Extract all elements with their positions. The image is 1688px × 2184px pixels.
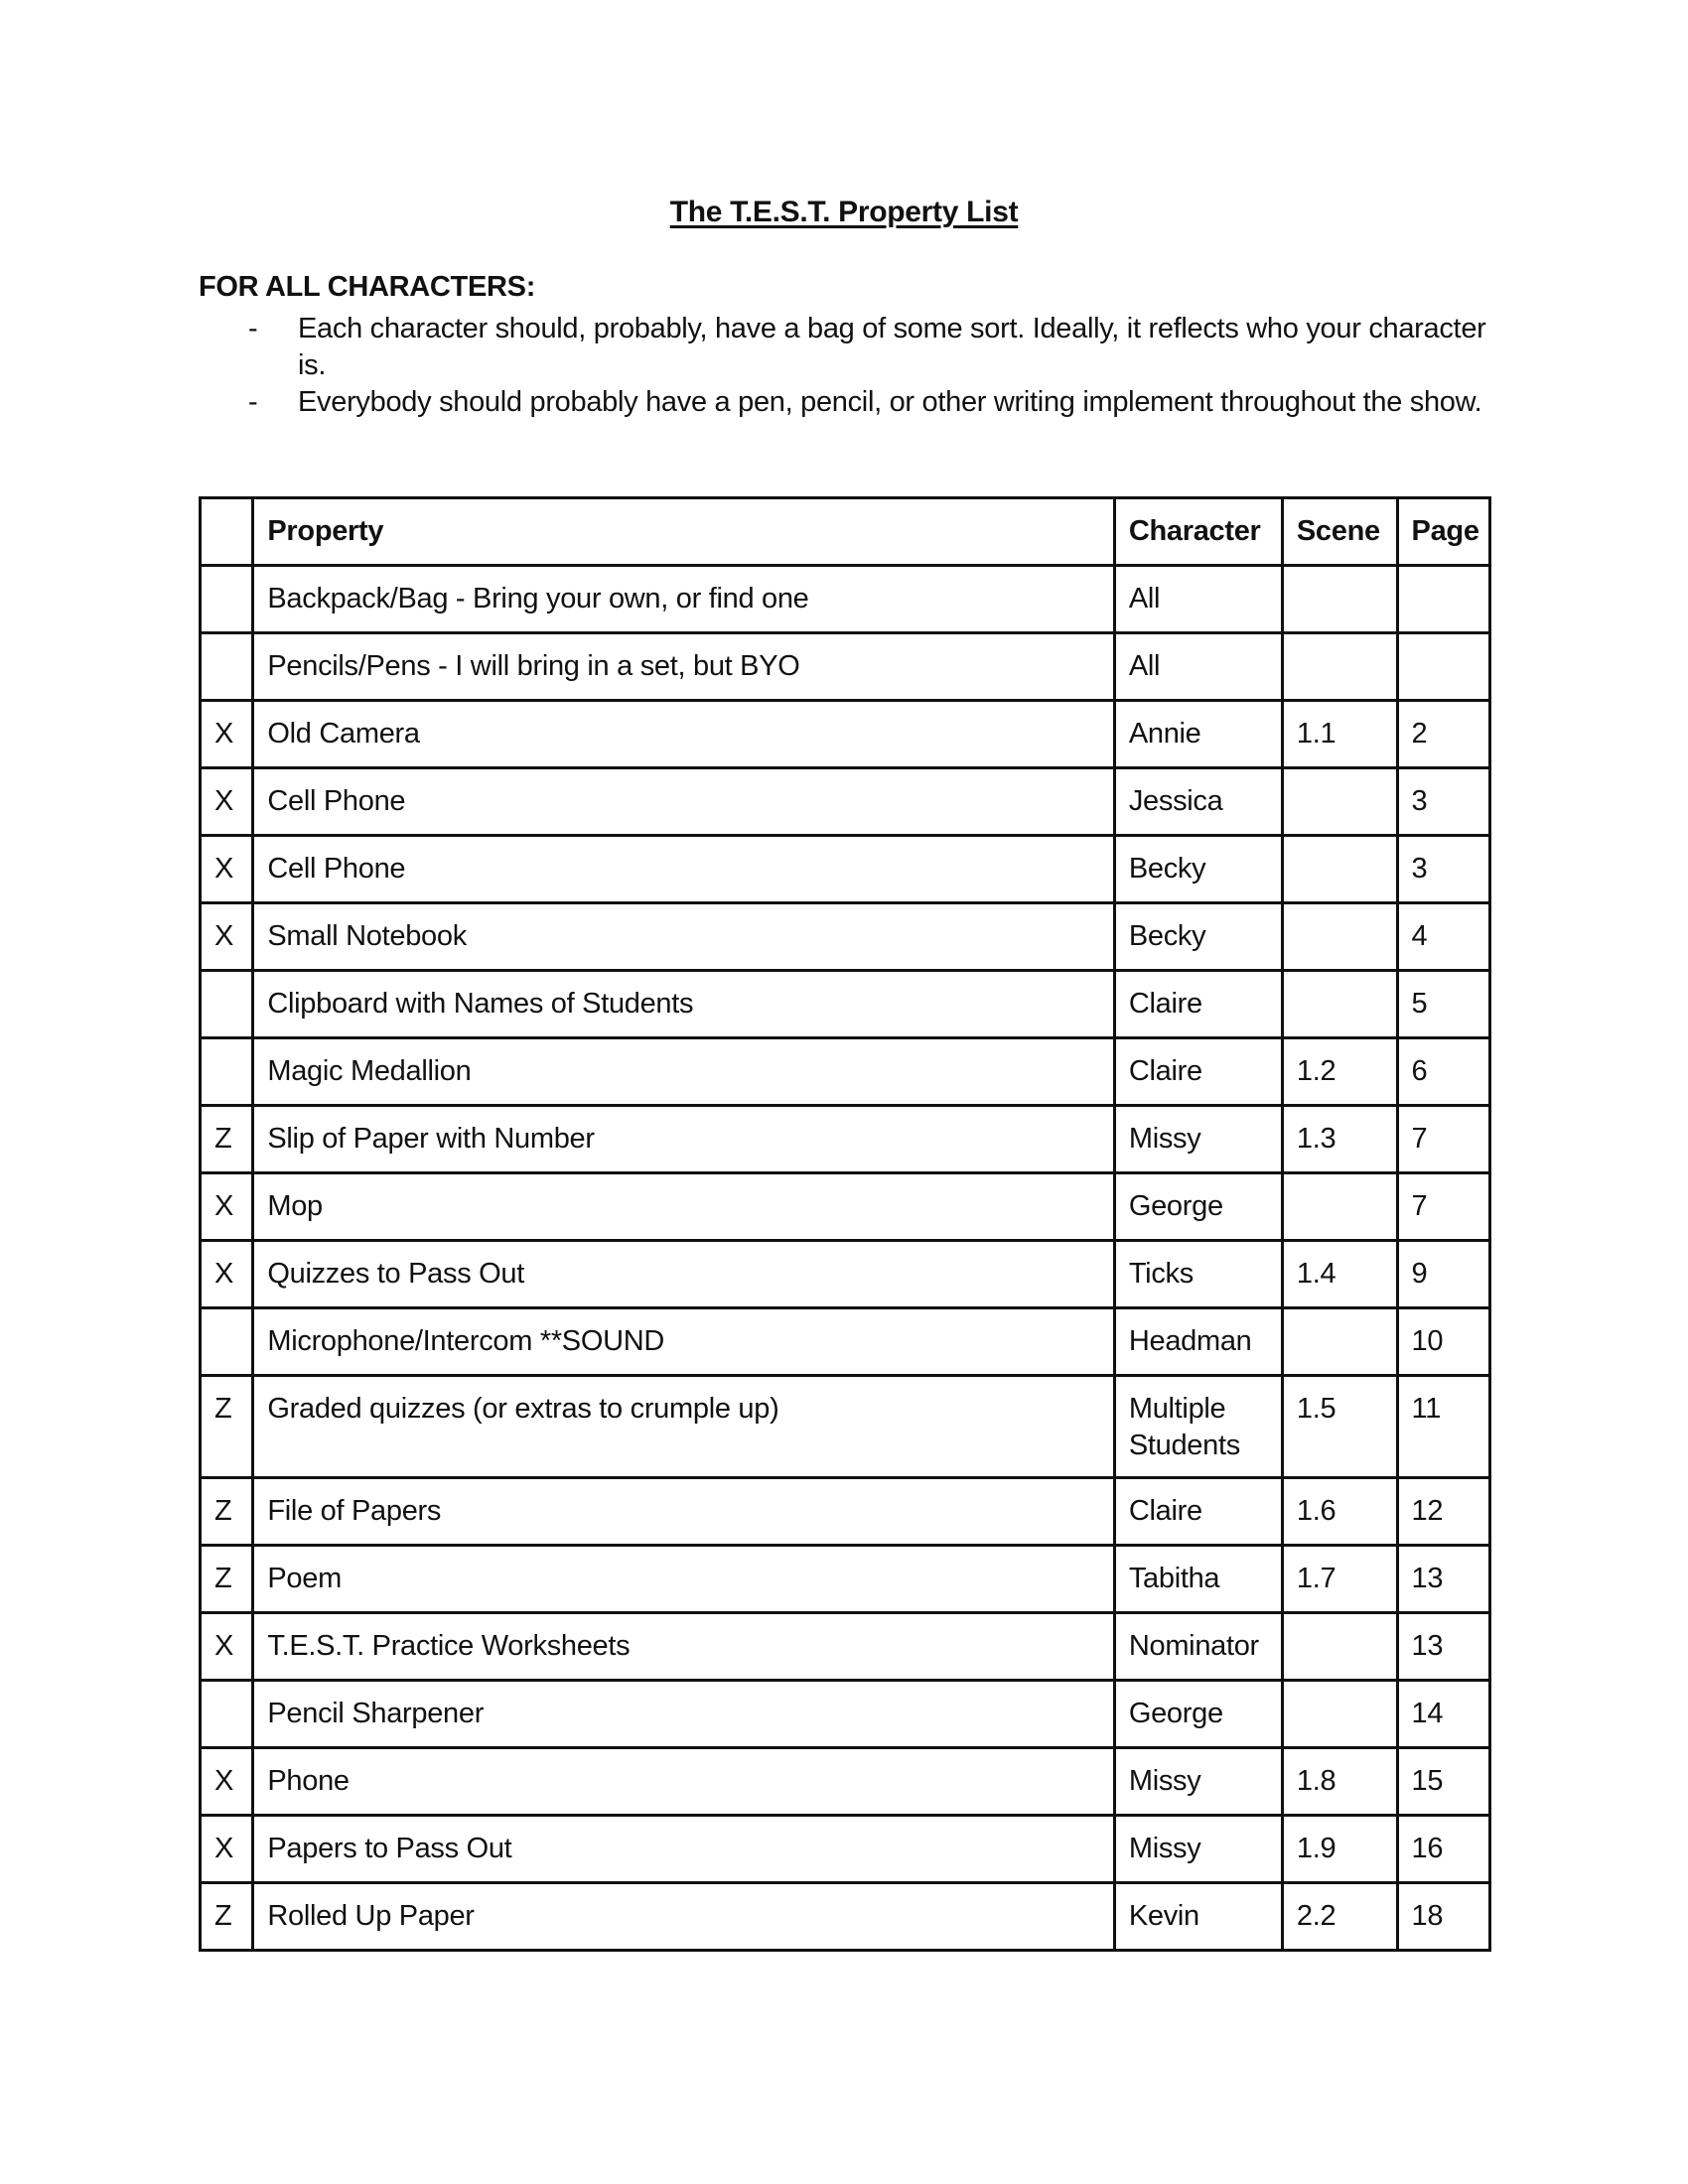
cell-mark [201,1681,253,1748]
cell-mark: X [201,1613,253,1681]
cell-scene [1282,971,1397,1038]
cell-scene: 1.4 [1282,1241,1397,1308]
table-row [201,701,1490,768]
cell-character: Multiple Students [1114,1376,1282,1478]
cell-character: George [1114,1681,1282,1748]
cell-character: Ticks [1114,1241,1282,1308]
cell-page: 7 [1397,1173,1489,1241]
cell-character: George [1114,1173,1282,1241]
cell-page [1397,633,1489,701]
cell-mark: X [201,1816,253,1883]
cell-scene [1282,1173,1397,1241]
cell-character: Headman [1114,1308,1282,1376]
cell-page: 12 [1397,1478,1489,1546]
cell-page: 2 [1397,701,1489,768]
cell-property: Poem [253,1546,1114,1613]
cell-scene: 1.2 [1282,1038,1397,1106]
table-row [201,633,1490,701]
cell-page: 3 [1397,768,1489,836]
cell-mark: X [201,1241,253,1308]
cell-page: 13 [1397,1613,1489,1681]
table-row [201,1546,1490,1613]
cell-mark [201,566,253,633]
table-row [201,1241,1490,1308]
section-heading: FOR ALL CHARACTERS: [199,271,536,303]
cell-property: Graded quizzes (or extras to crumple up) [253,1376,1114,1478]
cell-page: 10 [1397,1308,1489,1376]
header-character: Character [1114,498,1282,566]
cell-character: Annie [1114,701,1282,768]
cell-property: Phone [253,1748,1114,1816]
cell-property: Cell Phone [253,836,1114,903]
cell-mark: X [201,903,253,971]
header-property: Property [253,498,1114,566]
note-text: Everybody should probably have a pen, pencil, or other writing implement throughout the show. [298,386,1482,418]
cell-property: File of Papers [253,1478,1114,1546]
table-row [201,1613,1490,1681]
cell-property: Magic Medallion [253,1038,1114,1106]
table-row [201,1478,1490,1546]
page-title: The T.E.S.T. Property List [669,196,1019,228]
cell-scene [1282,1681,1397,1748]
cell-character: Kevin [1114,1883,1282,1951]
cell-property: Papers to Pass Out [253,1816,1114,1883]
cell-character: Tabitha [1114,1546,1282,1613]
cell-property: T.E.S.T. Practice Worksheets [253,1613,1114,1681]
cell-property: Pencil Sharpener [253,1681,1114,1748]
cell-scene [1282,566,1397,633]
table-row [201,768,1490,836]
header-mark [201,498,253,566]
table-body [201,566,1490,1951]
cell-character: Missy [1114,1748,1282,1816]
table-row [201,1308,1490,1376]
note-item [199,384,1489,421]
cell-mark [201,971,253,1038]
cell-page: 13 [1397,1546,1489,1613]
cell-scene [1282,1308,1397,1376]
cell-page: 9 [1397,1241,1489,1308]
table-row [201,903,1490,971]
cell-page: 7 [1397,1106,1489,1173]
cell-page: 18 [1397,1883,1489,1951]
cell-scene [1282,633,1397,701]
cell-character: Jessica [1114,768,1282,836]
table-row [201,1681,1490,1748]
table-row [201,1816,1490,1883]
cell-scene: 2.2 [1282,1883,1397,1951]
table-row [201,1376,1490,1478]
cell-character: Becky [1114,903,1282,971]
cell-scene [1282,1613,1397,1681]
table-row [201,1173,1490,1241]
note-item [199,311,1489,384]
table-header-row [201,498,1490,566]
cell-scene: 1.6 [1282,1478,1397,1546]
cell-property: Slip of Paper with Number [253,1106,1114,1173]
cell-mark: X [201,1173,253,1241]
cell-character: Claire [1114,1038,1282,1106]
cell-mark: Z [201,1376,253,1478]
cell-scene: 1.5 [1282,1376,1397,1478]
cell-scene [1282,903,1397,971]
cell-scene [1282,836,1397,903]
cell-character: Missy [1114,1106,1282,1173]
table-row [201,566,1490,633]
cell-mark: X [201,701,253,768]
cell-property: Clipboard with Names of Students [253,971,1114,1038]
cell-mark: X [201,836,253,903]
cell-property: Small Notebook [253,903,1114,971]
cell-page: 11 [1397,1376,1489,1478]
note-text: Each character should, probably, have a bag of some sort. Ideally, it reflects who your character is. [298,313,1486,381]
cell-mark: X [201,768,253,836]
cell-property: Mop [253,1173,1114,1241]
notes-list [199,311,1489,421]
table-row [201,1038,1490,1106]
cell-mark [201,1038,253,1106]
cell-character: All [1114,566,1282,633]
table-row [201,1106,1490,1173]
cell-property: Backpack/Bag - Bring your own, or find one [253,566,1114,633]
cell-mark [201,1308,253,1376]
table-row [201,836,1490,903]
cell-character: Claire [1114,971,1282,1038]
cell-property: Pencils/Pens - I will bring in a set, but BYO [253,633,1114,701]
cell-scene: 1.8 [1282,1748,1397,1816]
cell-mark: Z [201,1478,253,1546]
table-row [201,1748,1490,1816]
cell-mark [201,633,253,701]
cell-mark: Z [201,1106,253,1173]
table-row [201,971,1490,1038]
cell-property: Quizzes to Pass Out [253,1241,1114,1308]
cell-page: 16 [1397,1816,1489,1883]
cell-scene: 1.7 [1282,1546,1397,1613]
cell-page: 5 [1397,971,1489,1038]
cell-scene: 1.3 [1282,1106,1397,1173]
cell-scene [1282,768,1397,836]
cell-character: Nominator [1114,1613,1282,1681]
property-table [199,496,1491,1952]
bullet-dash: - [248,313,258,344]
cell-page: 6 [1397,1038,1489,1106]
cell-scene: 1.1 [1282,701,1397,768]
cell-scene: 1.9 [1282,1816,1397,1883]
cell-character: Claire [1114,1478,1282,1546]
cell-page [1397,566,1489,633]
cell-page: 4 [1397,903,1489,971]
cell-character: Becky [1114,836,1282,903]
cell-mark: X [201,1748,253,1816]
header-page: Page [1397,498,1489,566]
cell-mark: Z [201,1546,253,1613]
header-scene: Scene [1282,498,1397,566]
cell-mark: Z [201,1883,253,1951]
cell-page: 14 [1397,1681,1489,1748]
cell-character: All [1114,633,1282,701]
cell-property: Microphone/Intercom **SOUND [253,1308,1114,1376]
bullet-dash: - [248,386,258,418]
table-row [201,1883,1490,1951]
cell-property: Old Camera [253,701,1114,768]
cell-page: 3 [1397,836,1489,903]
cell-character: Missy [1114,1816,1282,1883]
cell-property: Cell Phone [253,768,1114,836]
cell-property: Rolled Up Paper [253,1883,1114,1951]
cell-page: 15 [1397,1748,1489,1816]
